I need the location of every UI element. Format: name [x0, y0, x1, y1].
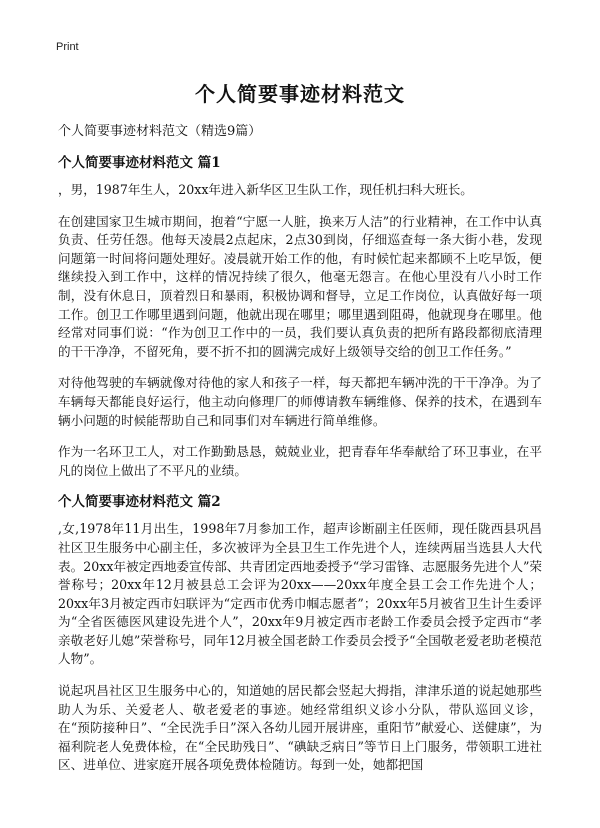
page-title: 个人简要事迹材料范文 — [195, 82, 405, 106]
paragraph: 在创建国家卫生城市期间，抱着“宁愿一人脏，换来万人洁”的行业精神，在工作中认真负责、任劳任怨。他每天凌晨2点起床，2点30到岗，仔细巡查每一条大街小巷，发现问题第一时间将问题处理好。凌晨就开始工作的他，有时候忙起来都顾不上吃早饭，便继续投入到工作中，这样的情况持续了很久，他毫无怨言。在他心里没有八小时工作制，没有休息日，顶着烈日和暴雨，积极协调和督导，立足工作岗位，认真做好每一项工作。创卫工作哪里遇到问题，他就出现在哪里；哪里遇到阻碍，他就现身在哪里。他经常对同事们说：“作为创卫工作中的一员，我们要认真负责的把所有路段都彻底清理的干干净净，不留死角，要不折不扣的圆满完成好上级领导交给的创卫工作任务。” — [58, 213, 542, 359]
section-1 — [58, 154, 542, 480]
paragraph: 对待他驾驶的车辆就像对待他的家人和孩子一样，每天都把车辆冲洗的干干净净。为了车辆每天都能良好运行，他主动向修理厂的师傅请教车辆维修、保养的技术，在遇到车辆小问题的时候能帮助自己和同事们对车辆进行简单维修。 — [58, 375, 542, 428]
section-heading: 个人简要事迹材料范文 篇2 — [58, 494, 221, 511]
article-subtitle: 个人简要事迹材料范文（精选9篇） — [58, 124, 262, 139]
section-heading: 个人简要事迹材料范文 篇1 — [58, 155, 221, 171]
paragraph: 作为一名环卫工人，对工作勤勤恳恳，兢兢业业，把青春年华奉献给了环卫事业，在平凡的岗位上做出了不平凡的业绩。 — [58, 444, 542, 478]
print-link[interactable]: Print — [56, 41, 79, 53]
paragraph: ，男，1987年生人，20xx年进入新华区卫生队工作，现任机扫科大班长。 — [58, 182, 473, 197]
article-body — [58, 123, 542, 788]
paragraph: ,女,1978年11月出生，1998年7月参加工作，超声诊断副主任医师，现任陇西县巩昌社区卫生服务中心副主任，多次被评为全县卫生工作先进个人，连续两届当选县人大代表。20xx年被定西地委宣传部、共青团定西地委授予“学习雷锋、志愿服务先进个人”荣誉称号；20xx年12月被县总工会评为20xx——20xx年度全县工会工作先进个人；20xx年3月被定西市妇联评为“定西市优秀巾帼志愿者”；20xx年5月被省卫生计生委评为“全省医德医风建设先进个人”，20xx年9月被定西市老龄工作委员会授予定西市“孝亲敬老好儿媳”荣誉称号，同年12月被全国老龄工作委员会授予“全国敬老爱老助老模范人物”。 — [58, 521, 542, 667]
section-2 — [58, 493, 542, 775]
paragraph: 说起巩昌社区卫生服务中心的，知道她的居民都会竖起大拇指，津津乐道的说起她那些助人为乐、关爱老人、敬老爱老的事迹。她经常组织义诊小分队，带队巡回义诊，在“预防接种日”、“全民洗手日”深入各幼儿园开展讲座，重阳节”献爱心、送健康”，为福利院老人免费体检，在“全民助残日”、“碘缺乏病日”等节日上门服务，带领职工进社区、进单位、进家庭开展各项免费体检随访。每到一处，她都把国 — [58, 683, 542, 773]
